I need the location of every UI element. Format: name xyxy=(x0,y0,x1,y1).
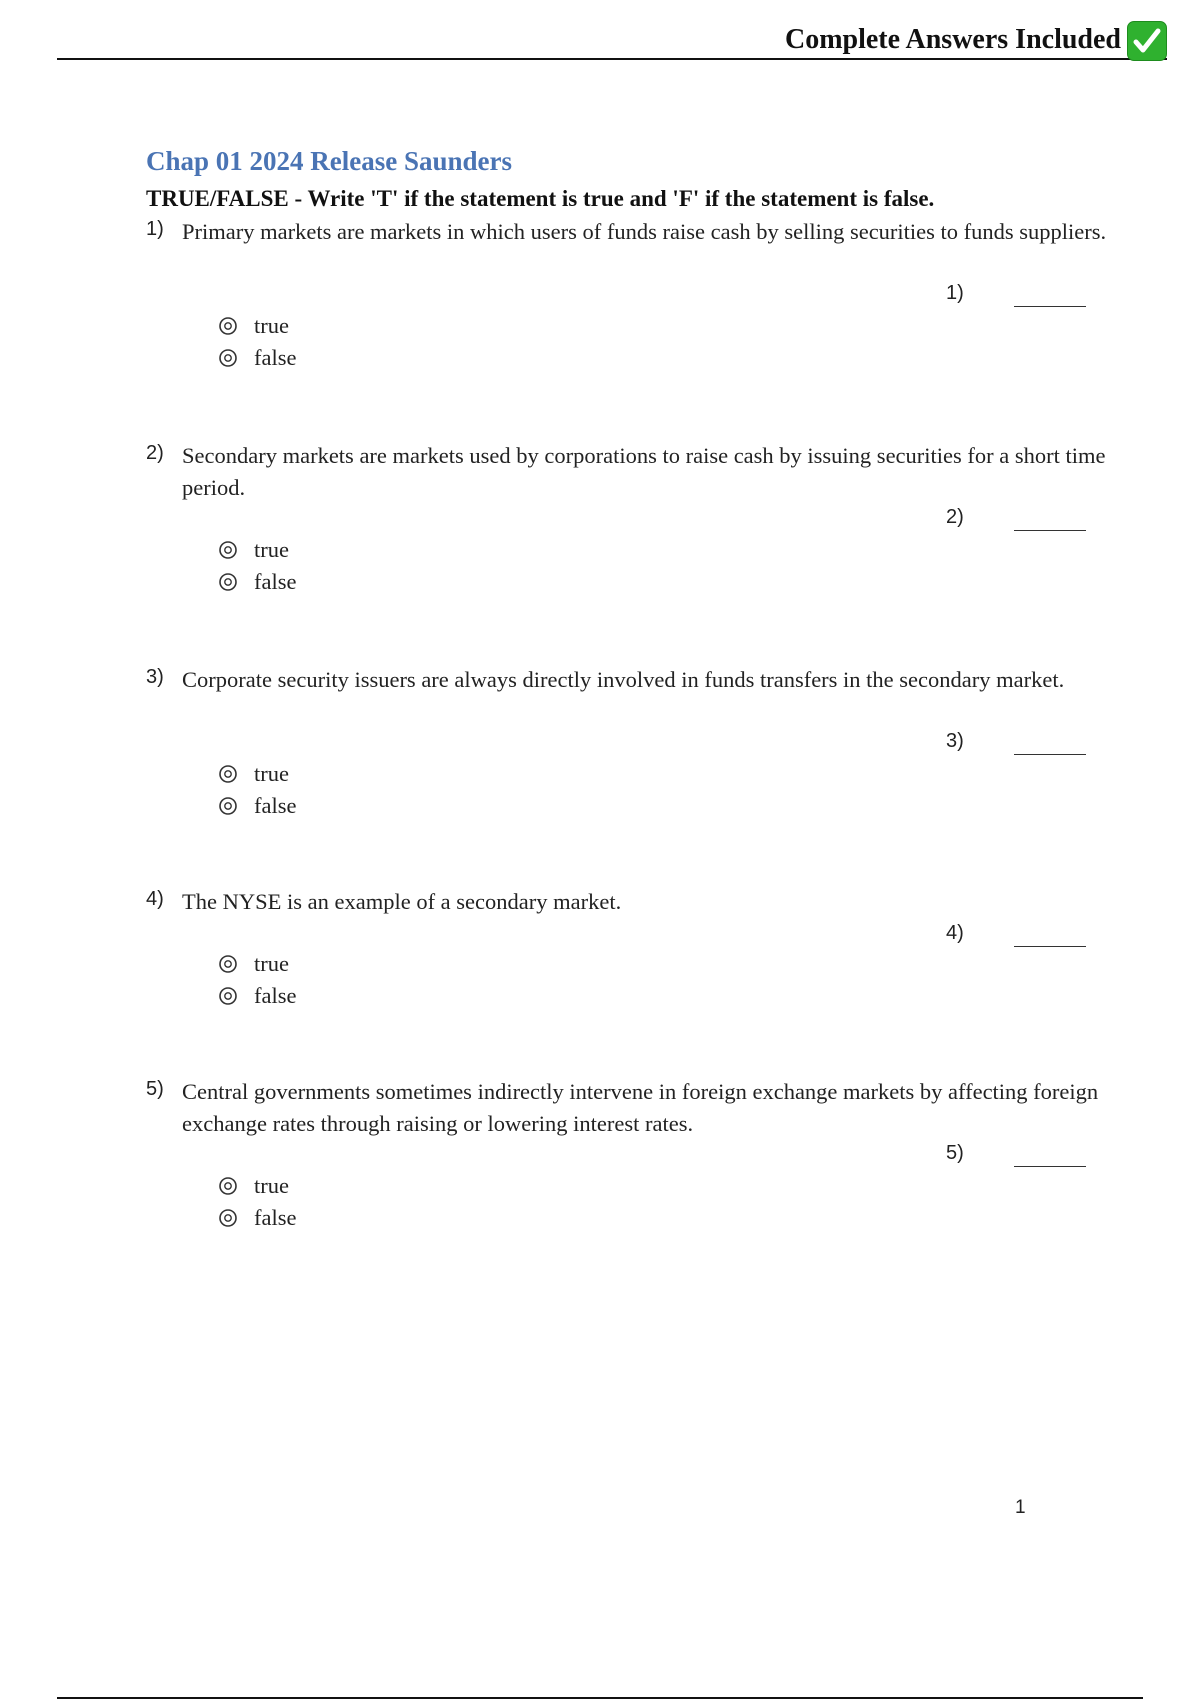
answer-label: 5) xyxy=(946,1142,964,1164)
option-true[interactable] xyxy=(218,758,296,790)
answer-label: 3) xyxy=(946,730,964,752)
answer-blank[interactable] xyxy=(946,282,1086,312)
option-true[interactable] xyxy=(218,310,296,342)
options xyxy=(218,534,296,598)
option-true[interactable] xyxy=(218,948,296,980)
question-text: Secondary markets are markets used by corporations to raise cash by issuing securities for a short time period. xyxy=(182,443,1106,500)
footer-divider xyxy=(57,1697,1143,1699)
question-text: Corporate security issuers are always directly involved in funds transfers in the secondary market. xyxy=(182,667,1065,692)
answer-label: 1) xyxy=(946,282,964,304)
option-label: true xyxy=(254,951,289,976)
option-false[interactable] xyxy=(218,1202,296,1234)
radio-icon xyxy=(218,954,238,974)
radio-icon xyxy=(218,348,238,368)
question-4 xyxy=(146,886,1086,1016)
option-false[interactable] xyxy=(218,566,296,598)
radio-icon xyxy=(218,316,238,336)
option-label: false xyxy=(254,793,297,818)
check-mark-icon xyxy=(1127,21,1167,61)
radio-icon xyxy=(218,796,238,816)
option-label: false xyxy=(254,345,297,370)
option-false[interactable] xyxy=(218,342,296,374)
question-5 xyxy=(146,1076,1099,1236)
radio-icon xyxy=(218,572,238,592)
option-false[interactable] xyxy=(218,980,296,1012)
radio-icon xyxy=(218,1208,238,1228)
option-label: true xyxy=(254,537,289,562)
page-header xyxy=(57,18,1167,60)
question-1 xyxy=(146,216,1107,376)
header-text: Complete Answers Included xyxy=(784,24,1121,55)
question-number: 3) xyxy=(146,666,164,688)
answer-blank[interactable] xyxy=(946,1142,1086,1172)
page-number: 1 xyxy=(1015,1497,1026,1518)
answer-blank[interactable] xyxy=(946,922,1086,952)
radio-icon xyxy=(218,540,238,560)
answer-label: 2) xyxy=(946,506,964,528)
option-label: false xyxy=(254,569,297,594)
option-true[interactable] xyxy=(218,1170,296,1202)
options xyxy=(218,758,296,822)
question-2 xyxy=(146,440,1106,600)
options xyxy=(218,1170,296,1234)
radio-icon xyxy=(218,986,238,1006)
question-number: 5) xyxy=(146,1078,164,1100)
question-text: Central governments sometimes indirectly intervene in foreign exchange markets by affecting foreign exchange rates through raising or lowering interest rates. xyxy=(182,1079,1099,1136)
answer-line xyxy=(1014,754,1086,755)
answer-line xyxy=(1014,946,1086,947)
document-title: Chap 01 2024 Release Saunders xyxy=(146,146,513,176)
question-text: Primary markets are markets in which users of funds raise cash by selling securities to funds suppliers. xyxy=(182,219,1107,244)
options xyxy=(218,310,296,374)
answer-blank[interactable] xyxy=(946,730,1086,760)
option-label: true xyxy=(254,313,289,338)
question-number: 2) xyxy=(146,442,164,464)
option-false[interactable] xyxy=(218,790,296,822)
question-3 xyxy=(146,664,1086,824)
answer-line xyxy=(1014,306,1086,307)
answer-line xyxy=(1014,1166,1086,1167)
options xyxy=(218,948,296,1012)
answer-blank[interactable] xyxy=(946,506,1086,536)
answer-label: 4) xyxy=(946,922,964,944)
question-number: 4) xyxy=(146,888,164,910)
radio-icon xyxy=(218,1176,238,1196)
radio-icon xyxy=(218,764,238,784)
option-label: false xyxy=(254,983,297,1008)
option-label: true xyxy=(254,1173,289,1198)
option-true[interactable] xyxy=(218,534,296,566)
answer-line xyxy=(1014,530,1086,531)
instructions: TRUE/FALSE - Write 'T' if the statement is true and 'F' if the statement is false. xyxy=(146,186,935,211)
question-number: 1) xyxy=(146,218,164,240)
question-text: The NYSE is an example of a secondary market. xyxy=(182,889,622,914)
option-label: true xyxy=(254,761,289,786)
option-label: false xyxy=(254,1205,297,1230)
